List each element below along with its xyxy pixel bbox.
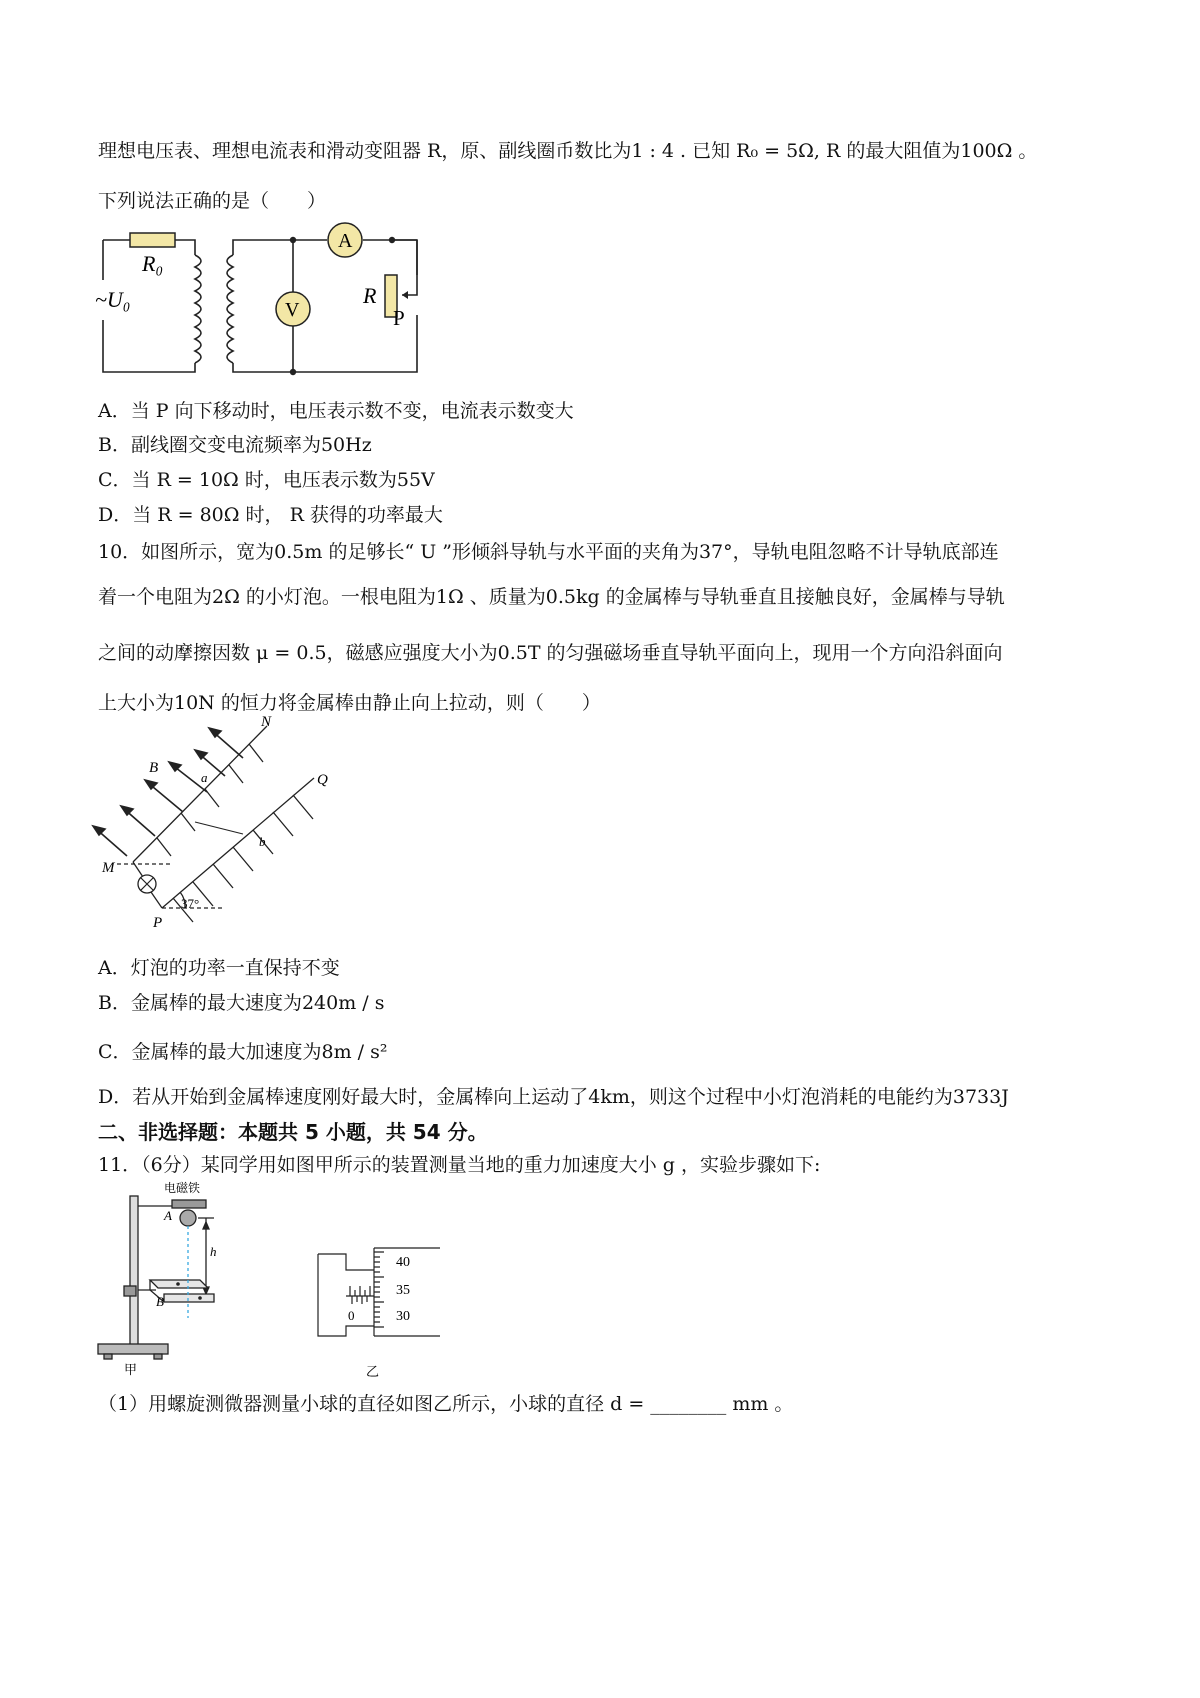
q10-text-line3: 之间的动摩擦因数 μ = 0.5，磁感应强度大小为0.5T 的匀强磁场垂直导轨平面向上，现用一个方向沿斜面向 — [98, 642, 1003, 664]
q9-option-b: B．副线圈交变电流频率为50Hz — [98, 434, 372, 456]
q10-text-line2: 着一个电阻为2Ω 的小灯泡。一根电阻为1Ω 、质量为0.5kg 的金属棒与导轨垂直且接触良好，金属棒与导轨 — [98, 586, 1005, 608]
a-point-label: A — [164, 1208, 172, 1223]
q10-option-c: C．金属棒的最大加速度为8m / s² — [98, 1041, 388, 1063]
q9-circuit-figure — [95, 225, 435, 390]
q10-rail-figure — [85, 712, 345, 947]
b-label: b — [259, 834, 266, 849]
q9-intro-line1: 理想电压表、理想电流表和滑动变阻器 R，原、副线圈币数比为1 : 4 . 已知 R₀ = 5Ω, R 的最大阻值为100Ω 。 — [98, 140, 1038, 162]
q-label: Q — [317, 772, 328, 788]
u0-label: ~U₀ — [95, 287, 131, 312]
zero-mark: 0 — [348, 1308, 355, 1323]
p-label: P — [393, 306, 405, 330]
b-field-label: B — [149, 760, 159, 776]
q10-text-line1: 10．如图所示，宽为0.5m 的足够长“ U ”形倾斜导轨与水平面的夹角为37°，导轨电阻忽略不计导轨底部连 — [98, 541, 999, 563]
jia-caption: 甲 — [124, 1363, 138, 1378]
q10-option-a: A．灯泡的功率一直保持不变 — [98, 957, 340, 979]
q10-option-b: B．金属棒的最大速度为240m / s — [98, 992, 385, 1014]
a-label: a — [201, 770, 208, 785]
tick-35: 35 — [396, 1283, 410, 1298]
b-point-label: B — [156, 1294, 164, 1309]
section2-heading: 二、非选择题：本题共 5 小题，共 54 分。 — [98, 1120, 488, 1144]
q11-text: 11．（6分）某同学用如图甲所示的装置测量当地的重力加速度大小 g ，实验步骤如下: — [98, 1154, 821, 1176]
tick-40: 40 — [396, 1255, 410, 1270]
h-label: h — [210, 1244, 217, 1259]
r0-label: R₀ — [142, 251, 164, 276]
ammeter-label: A — [338, 230, 353, 252]
q11-figure-jia — [90, 1178, 240, 1378]
q10-text-line4: 上大小为10N 的恒力将金属棒由静止向上拉动，则（ ） — [98, 692, 601, 714]
q9-option-a: A．当 P 向下移动时，电压表示数不变，电流表示数变大 — [98, 400, 574, 422]
m-label: M — [102, 860, 115, 876]
p-label: P — [153, 915, 163, 931]
voltmeter-label: V — [285, 299, 300, 321]
q10-option-d: D．若从开始到金属棒速度刚好最大时，金属棒向上运动了4km，则这个过程中小灯泡消耗的电能约为3733J — [98, 1086, 1009, 1108]
magnetic-field-arrows — [93, 728, 243, 856]
n-label: N — [261, 714, 272, 730]
q11-figure-yi — [310, 1240, 450, 1380]
q9-option-c: C．当 R = 10Ω 时，电压表示数为55V — [98, 469, 435, 491]
q9-intro-line2: 下列说法正确的是（ ） — [98, 190, 327, 212]
q11-part1: （1）用螺旋测微器测量小球的直径如图乙所示，小球的直径 d = ________ mm 。 — [98, 1393, 794, 1415]
r-label: R — [363, 283, 377, 308]
tick-30: 30 — [396, 1309, 410, 1324]
magnet-label: 电磁铁 — [164, 1181, 201, 1195]
angle-label: 37° — [181, 896, 200, 911]
r0-resistor — [130, 233, 175, 247]
yi-caption: 乙 — [366, 1365, 380, 1380]
q9-option-d: D．当 R = 80Ω 时， R 获得的功率最大 — [98, 504, 443, 526]
